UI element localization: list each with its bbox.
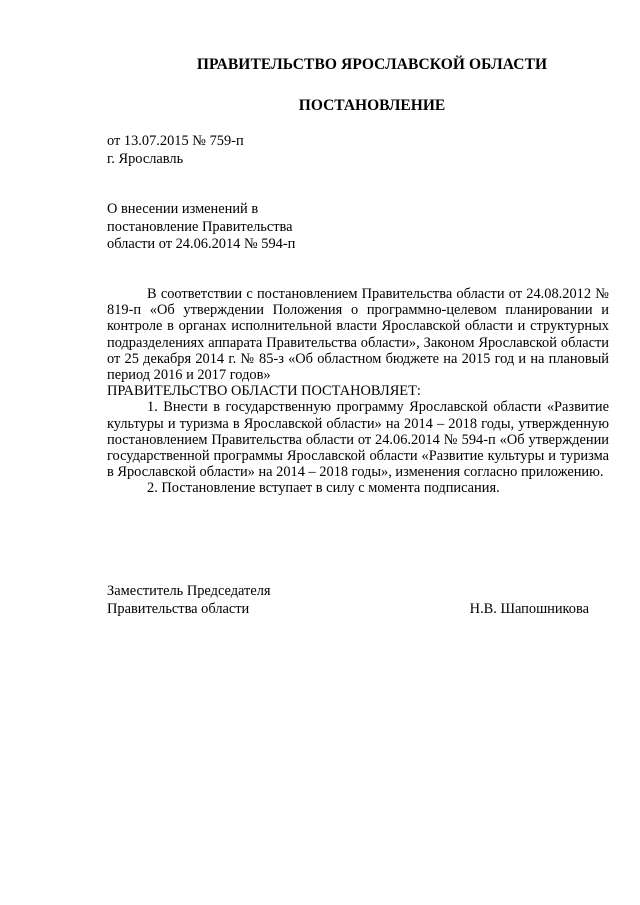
subject-line: О внесении изменений в [107, 201, 259, 217]
document-type-title: ПОСТАНОВЛЕНИЕ [298, 97, 446, 114]
resolution-item-1: 1. Внести в государственную программу Ярославской области «Развитие культуры и туризма в Ярославской области» на 2014 – 2018 годы, утвержденную постановлением Правительства области от 24.06.2014 № 594-п «Об утверждении государственной программы Ярославской области «Развитие культуры и туризма в Ярославской области» на 2014 – 2018 годы», изменения согласно приложению. [107, 399, 609, 481]
place-line: г. Ярославль [107, 150, 184, 167]
signatory-position-line: Правительства области [107, 601, 250, 617]
document-body [107, 286, 609, 497]
subject-line: области от 24.06.2014 № 594-п [107, 236, 296, 252]
document-subject [107, 201, 347, 254]
signatory-position-line: Заместитель Председателя [107, 583, 271, 599]
date-number-line: от 13.07.2015 № 759-п [107, 133, 244, 149]
preamble-paragraph: В соответствии с постановлением Правительства области от 24.08.2012 № 819-п «Об утверждении Положения о программно-целевом планировании и контроле в органах исполнительной власти Ярославской области и структурных подразделениях аппарата Правительства области», Законом Ярославской области от 25 декабря 2014 г. № 85-з «Об областном бюджете на 2015 год и на плановый период 2016 и 2017 годов» [107, 286, 609, 384]
resolution-heading: ПРАВИТЕЛЬСТВО ОБЛАСТИ ПОСТАНОВЛЯЕТ: [107, 383, 421, 400]
signatory-name: Н.В. Шапошникова [469, 601, 589, 617]
resolution-item-2: 2. Постановление вступает в силу с момента подписания. [147, 480, 500, 497]
government-title: ПРАВИТЕЛЬСТВО ЯРОСЛАВСКОЙ ОБЛАСТИ [196, 56, 548, 73]
document-meta [107, 133, 244, 168]
signature-row [107, 600, 589, 618]
signature-block [107, 582, 589, 618]
subject-line: постановление Правительства [107, 218, 293, 235]
